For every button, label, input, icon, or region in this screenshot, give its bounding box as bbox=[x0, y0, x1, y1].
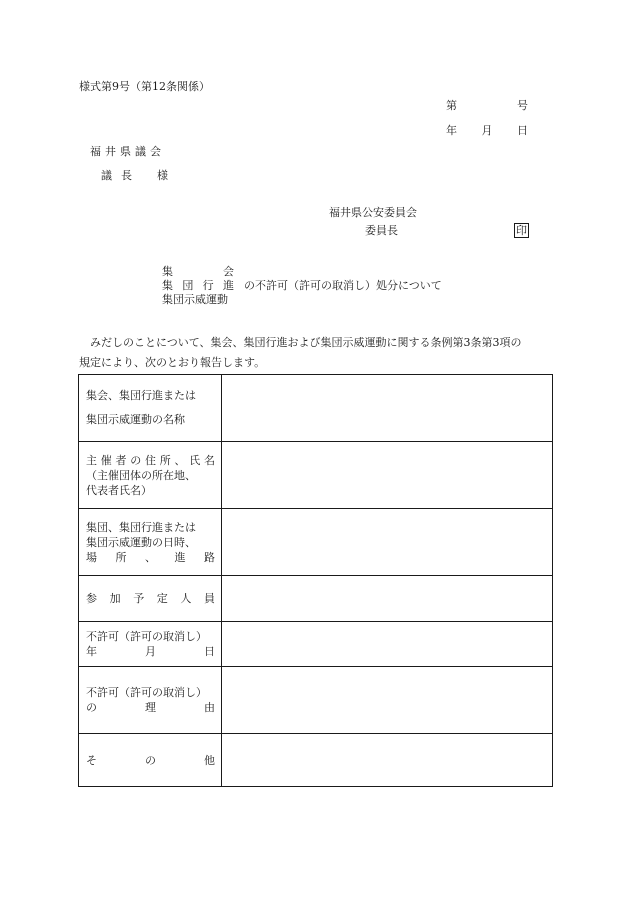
row-label bbox=[79, 442, 222, 509]
row-label-line: 集団示威運動の日時、 bbox=[86, 535, 196, 549]
recipient-honorific: 様 bbox=[157, 169, 168, 182]
row-label-line: 主 催 者 の 住 所 、 氏 名 bbox=[86, 453, 215, 467]
body-line: みだしのことについて、集会、集団行進および集団示威運動に関する条例第3条第3項の bbox=[90, 336, 522, 349]
sender-title: 委員長 bbox=[365, 224, 398, 237]
row-value[interactable] bbox=[222, 622, 553, 667]
sender-org: 福井県公安委員会 bbox=[329, 206, 417, 219]
body-line: 規定により、次のとおり報告します。 bbox=[79, 356, 266, 369]
subject-tail: の不許可（許可の取消し）処分について bbox=[244, 279, 442, 292]
row-label-line: 集団示威運動の名称 bbox=[86, 413, 185, 426]
date-year: 年 bbox=[446, 124, 457, 137]
subject-row bbox=[162, 279, 442, 293]
doc-number-prefix: 第 bbox=[446, 99, 457, 112]
row-label bbox=[79, 576, 222, 622]
row-label-line: 集会、集団行進または bbox=[86, 389, 196, 402]
table-row bbox=[79, 375, 553, 442]
table-row bbox=[79, 734, 553, 787]
row-value[interactable] bbox=[222, 442, 553, 509]
row-label-line: そ の 他 bbox=[86, 753, 215, 767]
row-label-line: 不許可（許可の取消し） bbox=[86, 686, 207, 699]
date-month: 月 bbox=[481, 124, 493, 137]
doc-number-suffix: 号 bbox=[517, 99, 528, 112]
body-text bbox=[79, 333, 554, 373]
subject-kind: 集団示威運動 bbox=[162, 293, 228, 306]
recipient-org: 福井県議会 bbox=[90, 145, 165, 158]
seal-mark: 印 bbox=[516, 224, 527, 237]
subject-kind: 集 団 行 進 bbox=[162, 279, 234, 292]
row-value[interactable] bbox=[222, 576, 553, 622]
row-label-line: 参 加 予 定 人 員 bbox=[86, 592, 215, 605]
form-number: 様式第9号（第12条関係） bbox=[79, 80, 210, 93]
table-row bbox=[79, 622, 553, 667]
date-day: 日 bbox=[517, 124, 528, 137]
table-row bbox=[79, 509, 553, 576]
row-label-line: （主催団体の所在地、 bbox=[86, 468, 196, 482]
table-row bbox=[79, 442, 553, 509]
row-label bbox=[79, 734, 222, 787]
table-row bbox=[79, 576, 553, 622]
row-label-line: 年 月 日 bbox=[86, 645, 215, 658]
row-label-line: 場 所 、 進 路 bbox=[86, 550, 215, 564]
subject-row bbox=[162, 265, 442, 279]
row-value[interactable] bbox=[222, 509, 553, 576]
subject-block bbox=[162, 265, 442, 307]
row-value[interactable] bbox=[222, 375, 553, 442]
row-label bbox=[79, 667, 222, 734]
row-label-line: 代表者氏名） bbox=[86, 483, 152, 497]
document-date bbox=[446, 124, 528, 138]
row-label-line: 集団、集団行進または bbox=[86, 520, 196, 534]
row-label-line: の 理 由 bbox=[86, 701, 215, 714]
recipient-position: 議長 bbox=[101, 169, 141, 182]
row-value[interactable] bbox=[222, 734, 553, 787]
row-label bbox=[79, 622, 222, 667]
recipient-title bbox=[101, 169, 168, 183]
row-label bbox=[79, 375, 222, 442]
report-table bbox=[78, 374, 553, 787]
table-row bbox=[79, 667, 553, 734]
row-label-line: 不許可（許可の取消し） bbox=[86, 630, 207, 643]
document-number bbox=[446, 99, 528, 113]
subject-kind: 集 会 bbox=[162, 265, 234, 278]
row-label bbox=[79, 509, 222, 576]
row-value[interactable] bbox=[222, 667, 553, 734]
subject-row bbox=[162, 293, 442, 307]
